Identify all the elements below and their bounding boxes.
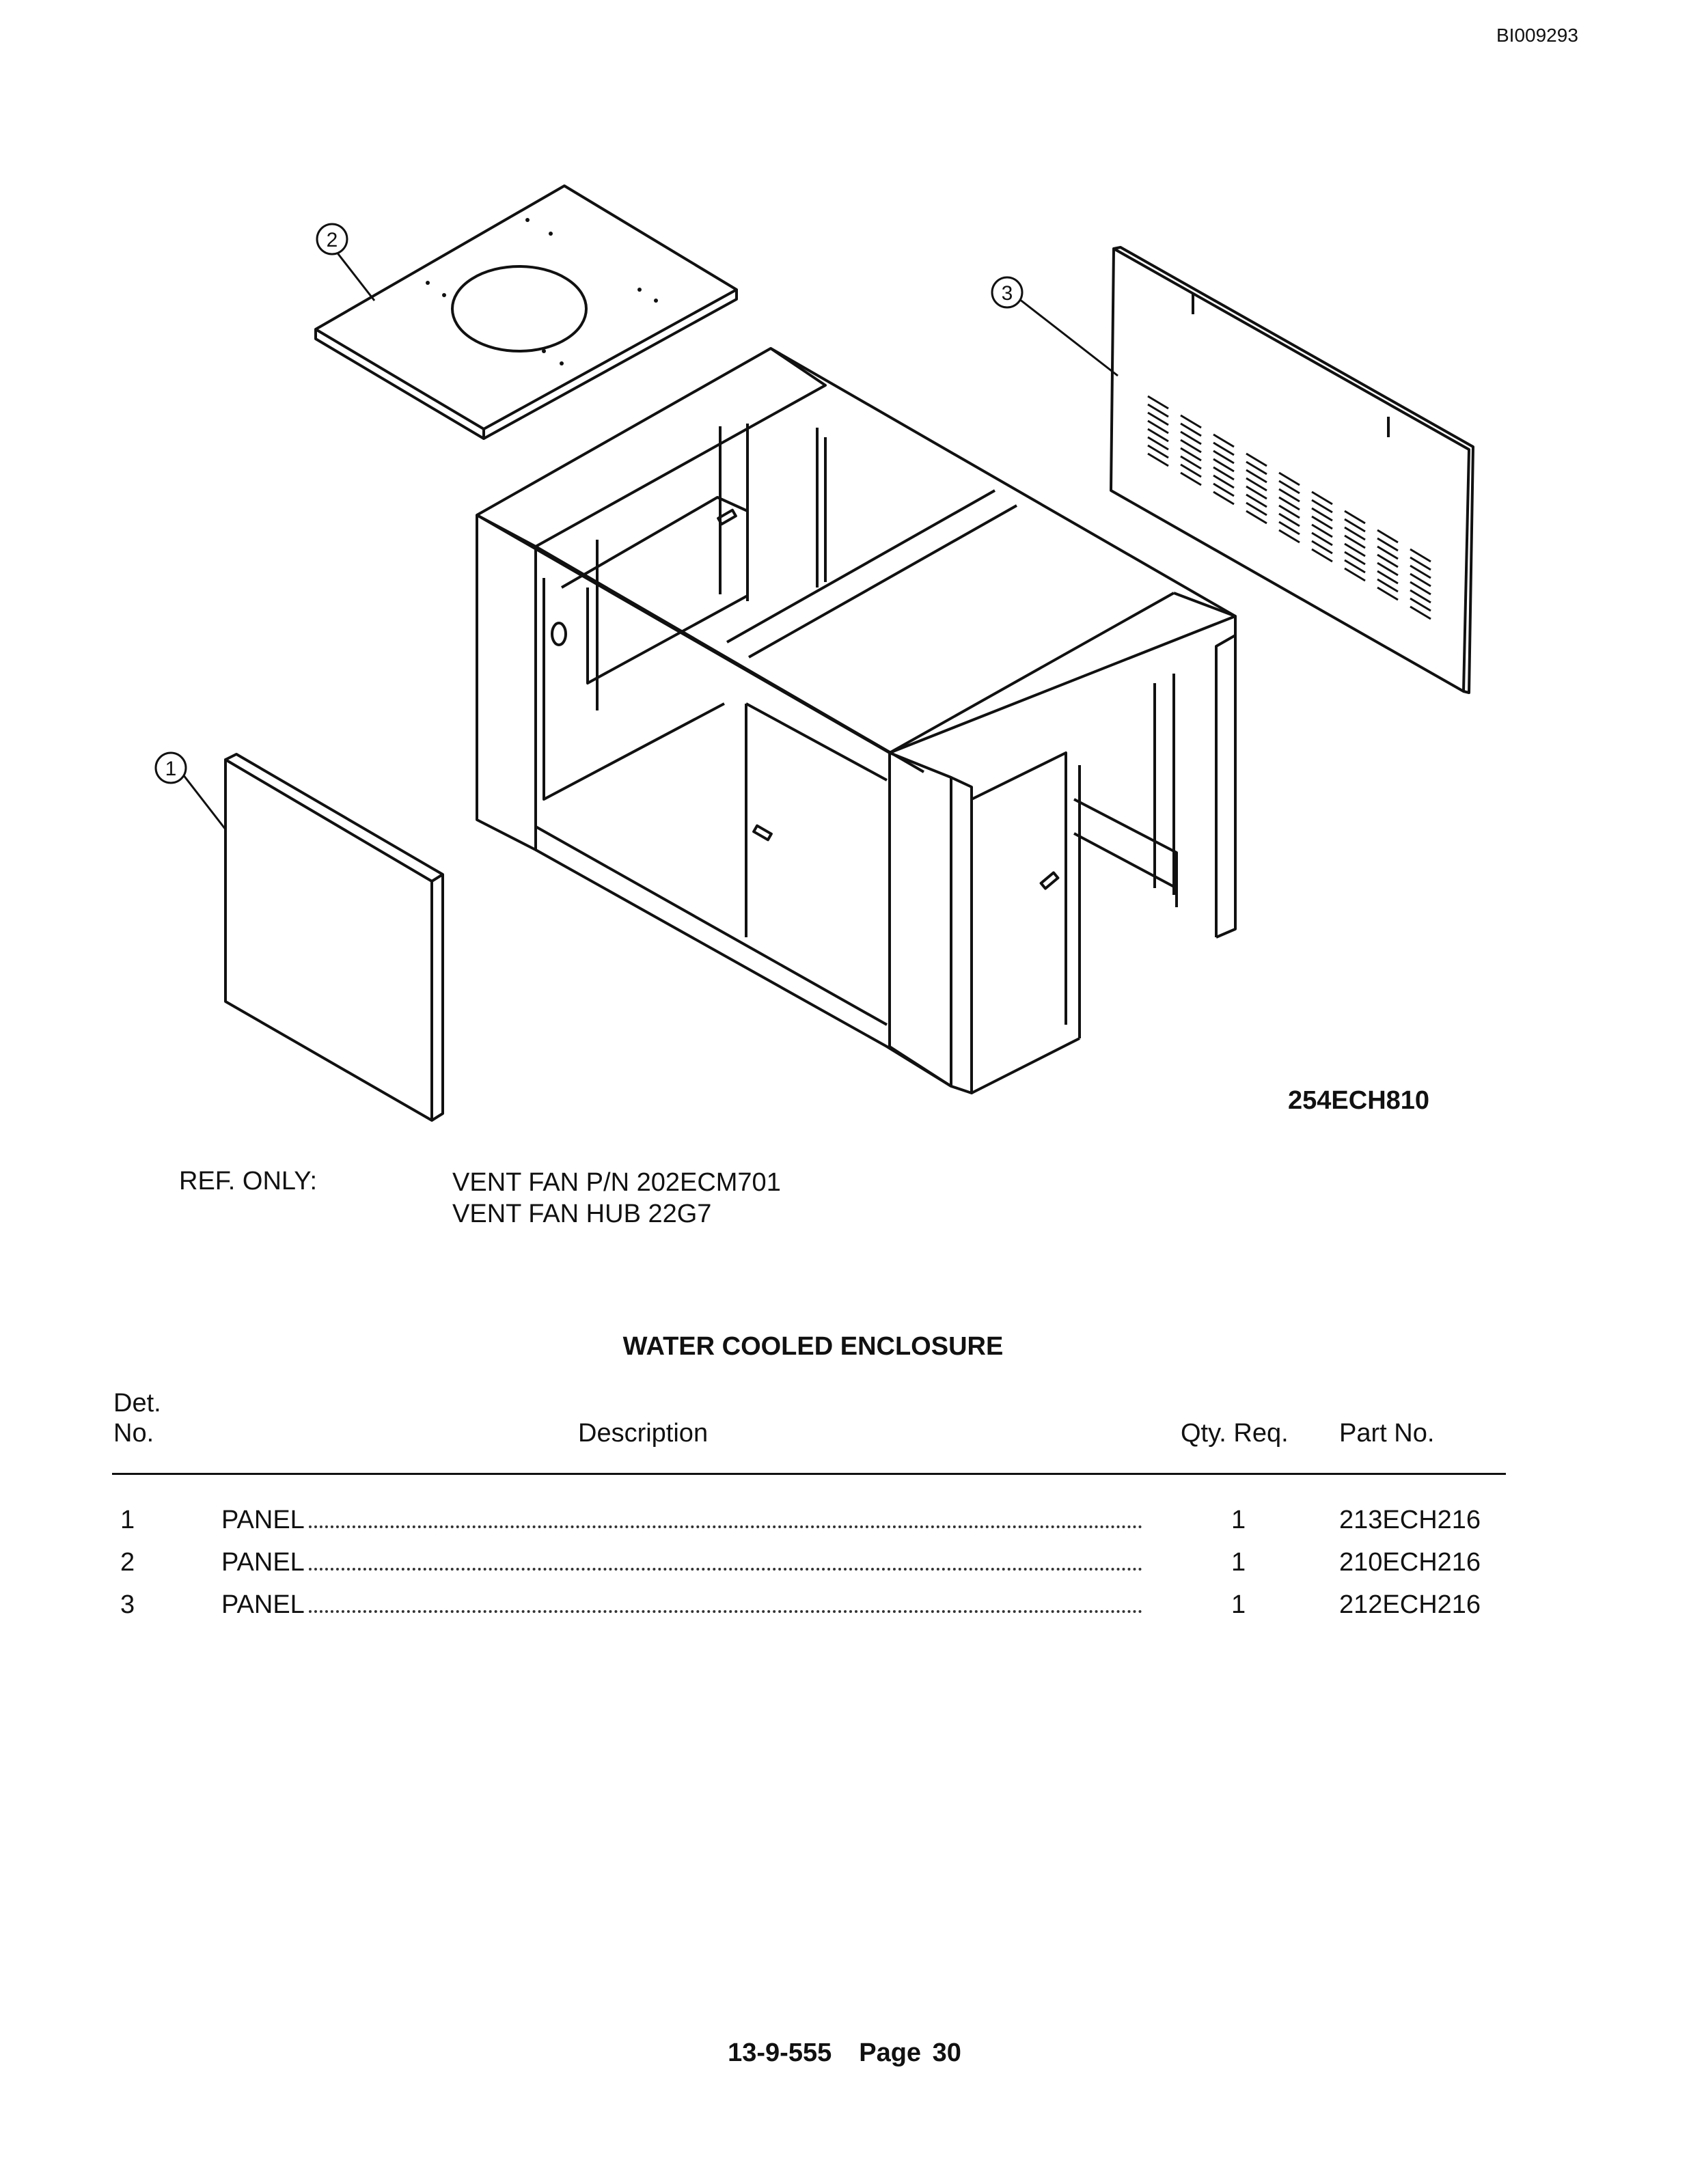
qty: 1 <box>1231 1548 1246 1577</box>
part-no: 212ECH216 <box>1339 1590 1481 1619</box>
column-header-part-no: Part No. <box>1339 1419 1435 1448</box>
callout-3-number: 3 <box>1001 282 1013 305</box>
description-text: PANEL <box>221 1506 305 1534</box>
part-no: 213ECH216 <box>1339 1506 1481 1534</box>
port-hole <box>552 623 566 645</box>
top-panel-with-fan-opening <box>316 186 737 439</box>
description <box>221 1590 1142 1620</box>
reference-items <box>452 1167 781 1230</box>
table-row <box>0 1548 1689 1582</box>
description-text: PANEL <box>221 1590 305 1619</box>
column-header-det-line1: Det. <box>113 1389 161 1418</box>
part-no: 210ECH216 <box>1339 1548 1481 1577</box>
dot-leader <box>309 1568 1142 1571</box>
column-header-det-no <box>113 1388 161 1448</box>
column-header-description: Description <box>578 1419 709 1448</box>
column-header-det-line2: No. <box>113 1419 154 1448</box>
table-row <box>0 1506 1689 1540</box>
det-no: 2 <box>120 1548 135 1577</box>
description-text: PANEL <box>221 1548 305 1577</box>
reference-item: VENT FAN P/N 202ECM701 <box>452 1168 781 1197</box>
louvered-rear-panel <box>1111 247 1473 693</box>
footer-page-number: Page 30 <box>859 2038 961 2067</box>
callout-1-number: 1 <box>165 758 177 780</box>
description <box>221 1548 1142 1577</box>
parts-list-title: WATER COOLED ENCLOSURE <box>622 1332 1004 1361</box>
reference-item: VENT FAN HUB 22G7 <box>452 1200 712 1228</box>
qty: 1 <box>1231 1506 1246 1534</box>
footer-doc-number: 13-9-555 <box>728 2038 832 2067</box>
front-panel <box>225 754 443 1120</box>
drawing-number: 254ECH810 <box>1288 1086 1430 1115</box>
callout-2-number: 2 <box>326 229 338 251</box>
dot-leader <box>309 1525 1142 1528</box>
page-footer <box>0 2038 1689 2068</box>
document-id: BI009293 <box>1496 25 1578 46</box>
table-row <box>0 1590 1689 1625</box>
qty: 1 <box>1231 1590 1246 1619</box>
reference-label: REF. ONLY: <box>179 1167 318 1195</box>
header-rule <box>112 1473 1506 1475</box>
column-header-qty: Qty. Req. <box>1181 1419 1289 1448</box>
det-no: 3 <box>120 1590 135 1619</box>
det-no: 1 <box>120 1506 135 1534</box>
description <box>221 1506 1142 1535</box>
dot-leader <box>309 1610 1142 1613</box>
